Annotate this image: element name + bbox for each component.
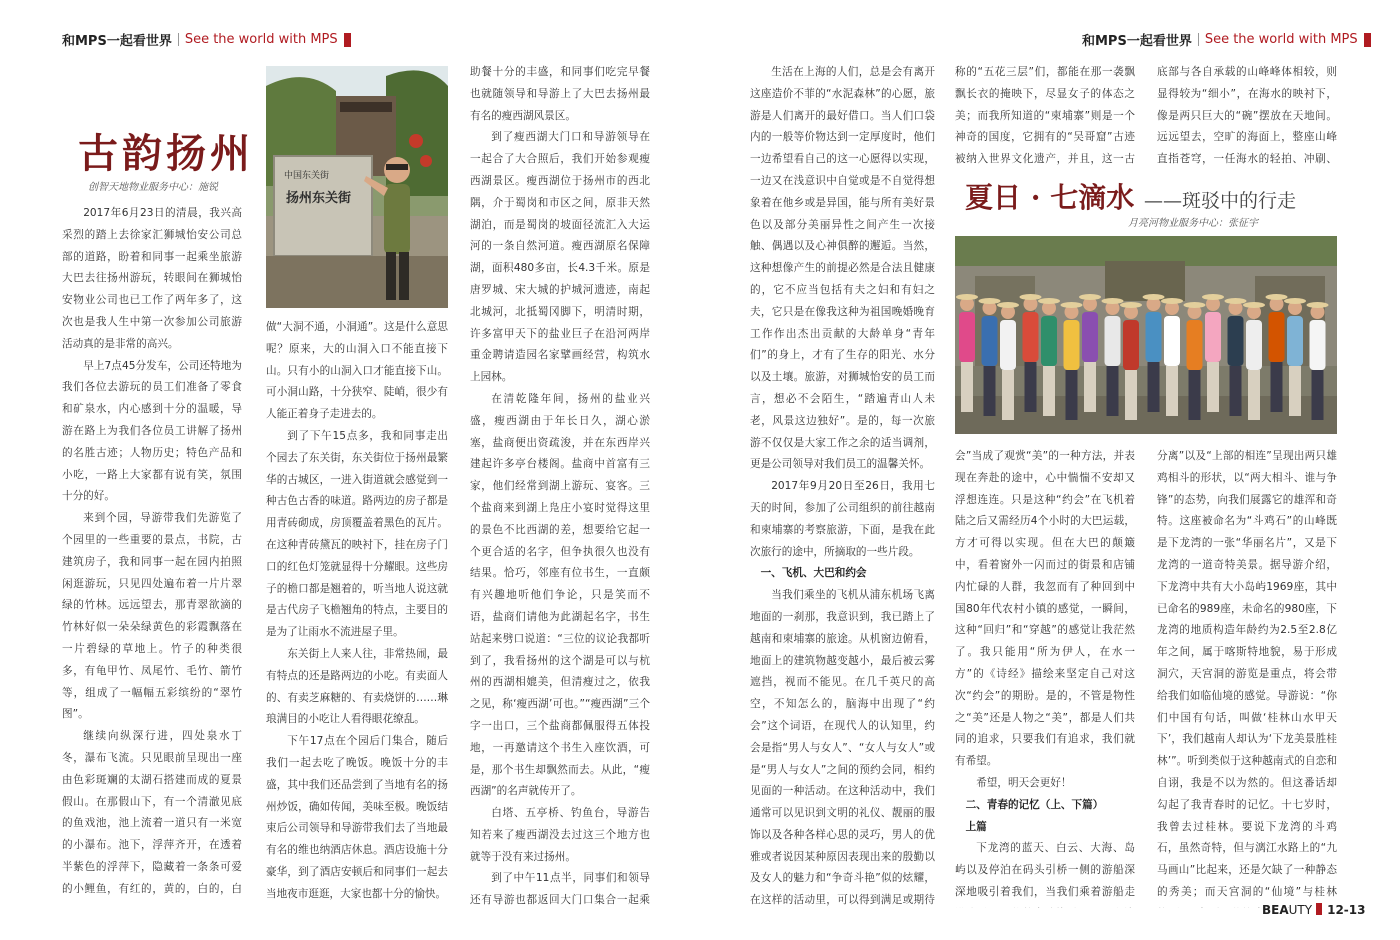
tourist-figure: [959, 312, 975, 362]
header-right-cn: 和MPS一起看世界: [1082, 34, 1192, 49]
tourist-figure: [1246, 320, 1262, 370]
article1-title: 古韵扬州: [78, 130, 254, 177]
tourist-legs: [1207, 362, 1219, 412]
tourist-legs: [1066, 370, 1078, 420]
paragraph: 助餐十分的丰盛，和同事们吃完早餐也就随领导和导游上了大巴去扬州最有名的瘦西湖风景区。: [470, 66, 650, 122]
article1-column-1: [62, 203, 242, 903]
tourist-figure: [1187, 320, 1203, 370]
tourist-figure: [1310, 320, 1326, 370]
paragraph: 东关街上人来人往，非常热闹，最有特点的还是路两边的小吃。有卖面人的、有卖芝麻糖的、有卖烧饼的……琳琅满目的小吃让人看得眼花缭乱。: [266, 647, 448, 726]
paragraph: 在清乾隆年间，扬州的盐业兴盛，瘦西湖由于年长日久，湖心淤塞，盐商便出资疏浚，并在东西岸兴建起许多亭台楼阁。盐商中首富有三家，他们经常到湖上游玩、宴客。三个盐商来到湖上凫庄小宴时觉得这里的景色不比西湖的差，想要给它起一个更合适的名字，但争执很久也没有结果。恰巧，邻座有位书生，一直颇有兴趣地听他们争论，只是笑而不语，盐商们请他为此湖起名字，书生站起来劈口说道：“三位的议论我都听到了，我看扬州的这个湖是可以与杭州的西湖相媲美，但清瘦过之，依我之见，称‘瘦西湖’可也。”“瘦西湖”三个字一出口，三个盐商都佩服得五体投地，一再邀请这个书生入座饮酒，可是，那个书生却飘然而去。从此，“瘦西湖”的名声就传开了。: [470, 392, 650, 798]
paragraph: 会”当成了观赏“美”的一种方法，并表现在奔赴的途中，心中惴惴不安却又浮想连连。只是这种“约会”在飞机着陆之后又需经历4个小时的大巴运载，方才可得以实现。但在大巴的颠簸中，看着窗外一闪而过的街景和店铺内忙碌的人群，我忽而有了种回到中国80年代农村小镇的感觉，一瞬间，这种“回归”和“穿越”的感觉让我茫然了。我只能用“所为伊人，在水一方”的《诗经》描绘来坚定自己对这次“约会”的期盼。是的，不管是物性之“美”还是人物之“美”，都是人们共同的追求，只要我们有追求，我们就有希望。: [955, 450, 1135, 768]
tourist-legs: [1271, 362, 1283, 412]
section-heading: 上篇: [965, 820, 987, 833]
tourist-figure: [1146, 312, 1162, 362]
paragraph: 到了瘦西湖大门口和导游领导在一起合了大合照后，我们开始参观瘦西湖景区。瘦西湖位于扬州市的西北隅，介于蜀岗和市区之间，原非天然湖泊，而是蜀岗的坡面径流汇入大运河的一条自然河道。瘦西湖原名保障湖，面积480多亩，长4.3千米。原是唐罗城、宋大城的护城河遗迹，南起北城河，北抵蜀冈脚下，明清时期，许多富甲天下的盐业巨子在沿河两岸重金聘请造园名家擘画经营，构筑水上园林。: [470, 131, 650, 384]
paragraph: 2017年6月23日的清晨，我兴高采烈的踏上去徐家汇狮城怡安公司总部的道路，盼着和同事一起乘坐旅游大巴去往扬州游玩，转眼间在狮城怡安物业公司也已工作了两年多了，这次也是我人生中第一次参加公司旅游活动真的是非常的高兴。: [62, 207, 242, 350]
tourist-legs: [961, 362, 973, 412]
tourist-legs: [1248, 370, 1260, 420]
tourist-legs: [1043, 366, 1055, 416]
article2-column-2: [955, 446, 1135, 908]
tourist-hat: [956, 294, 978, 300]
paragraph: 称的“五花三层”们，都能在那一袭飘飘长衣的掩映下，尽显女子的体态之美；而我所知道的“柬埔寨”则是一个神奇的国度，它拥有的“吴哥窟”古迹被纳入世界文化遗产，并且，这一古: [955, 66, 1135, 166]
article2-column-3-top: [1157, 62, 1337, 172]
tourist-hat: [997, 302, 1019, 308]
paragraph: 下午17点在个园后门集合，随后我们一起去吃了晚饭。晚饭十分的丰盛，其中我们还品尝到了当地有名的扬州炒饭，确如传闻，美味至极。晚饭结束后公司领导和导游带我们去了当地最有名的维也纳酒店休息。酒店设施十分豪华，到了酒店安顿后和同事们一起去当地夜市逛逛，大家也都十分的愉快。: [266, 735, 448, 900]
article1-author: 创智天地物业服务中心：施锐: [88, 182, 218, 193]
paragraph: [266, 906, 448, 907]
header-right-en: See the world with MPS: [1204, 32, 1358, 47]
tourist-hat: [1102, 298, 1124, 304]
tourist-hat: [1202, 294, 1224, 300]
article2-column-3: [1157, 446, 1337, 908]
paragraph: 到了下午15点多，我和同事走出个园去了东关街，东关街位于扬州最繁华的古城区，一进入街道就会感觉到一种古色古香的味道。路两边的房子都是用青砖砌成，房顶覆盖着黑色的瓦片。在这种青砖黛瓦的映衬下，挂在房子门口的红色灯笼就显得十分耀眼。这些房子的檐口都是翘着的，听当地人说这就是古代房子飞檐翘角的特点，主要目的是为了让雨水不流进屋子里。: [266, 429, 448, 639]
tourist-hat: [1243, 302, 1265, 308]
tourist-figure: [1064, 320, 1080, 370]
tourist-legs: [1312, 370, 1324, 420]
tourist-hat: [1307, 302, 1329, 308]
tourist-figure: [1269, 312, 1285, 362]
article2-title: [965, 176, 1296, 216]
tourist-legs: [1166, 366, 1178, 416]
sign-line1: 中国东关街: [284, 171, 330, 181]
tourist-figure: [1164, 316, 1180, 366]
tourist-legs: [1084, 362, 1096, 412]
tourist-hat: [1061, 302, 1083, 308]
paragraph: 白塔、五亭桥、钓鱼台，导游告知若来了瘦西湖没去过这三个地方也就等于没有来过扬州。: [470, 807, 650, 863]
tourist-figure: [982, 316, 998, 366]
header-marker: [1364, 33, 1371, 47]
tourist-legs: [1289, 366, 1301, 416]
section-heading: 二、青春的记忆（上、下篇）: [965, 798, 1104, 811]
footer-brand-a: BEA: [1262, 903, 1289, 917]
tourist-figure: [1287, 316, 1303, 366]
tourist-hat: [1161, 298, 1183, 304]
tourist-legs: [1125, 370, 1137, 420]
header-separator: [1198, 33, 1199, 46]
tourist-hat: [979, 298, 1001, 304]
tourist-figure: [1123, 320, 1139, 370]
tourist-legs: [984, 366, 996, 416]
paragraph: 早上7点45分发车，公司还特地为我们各位去游玩的员工们准备了零食和矿泉水，内心感到十分的温暖，导游在路上为我们各位员工讲解了扬州的名胜古迹；人物历史；特色产品和小吃，一路上大家都有说有笑，氛围十分的好。: [62, 359, 242, 503]
tourist-legs: [1148, 362, 1160, 412]
header-marker: [344, 33, 351, 47]
tourist-hat: [1266, 294, 1288, 300]
header-left-en: See the world with MPS: [184, 32, 338, 47]
paragraph: 下龙湾的蓝天、白云、大海、岛屿以及停泊在码头引桥一侧的游船深深地吸引着我们，当我们乘着游船走: [955, 842, 1135, 898]
tourist-hat: [1038, 298, 1060, 304]
page-header-right: [1082, 30, 1371, 49]
article2-title-main: 夏日 · 七滴水: [965, 181, 1135, 214]
paragraph: 来到个园，导游带我们先游览了个园里的一些重要的景点，书院，古建筑房子，我和同事一起在园内拍照闲逛游玩，只见四处遍布着一片片翠绿的竹林。远远望去，那青翠欲滴的竹林好似一朵朵绿黄色的彩霞飘落在一片碧绿的草地上。竹子的种类很多，有龟甲竹、凤尾竹、毛竹、箭竹等，组成了一幅幅五彩缤纷的“翠竹图”。: [62, 512, 242, 721]
footer-marker: [1316, 903, 1322, 915]
paragraph: 底部与各自承载的山峰峰体相较，则显得较为“细小”，在海水的映衬下，像是两只巨大的“碗”摆放在天地间。远远望去，空旷的海面上，整座山峰直指苍穹，一任海水的轻拍、冲刷、: [1157, 66, 1337, 166]
tourist-hat: [1120, 302, 1142, 308]
paragraph: 生活在上海的人们，总是会有离开这座造价不菲的“水泥森林”的心愿，旅游是人们离开的最好借口。当人们口袋内的一般等价物达到一定厚度时，他们一边希望看自己的这一心愿得以实现，一边又在浅意识中自觉或是不自觉得想象着在他乡或是异国，能与所有美好景色以及部分美丽异性之间产生一次接触、偶遇以及心神俱醉的邂逅。当然，这种想像产生的前提必然是合法且健康的，它不应当包括有夫之妇和有妇之夫，它只是在像我这种为祖国晚婚晚育工作作出杰出贡献的大龄单身“青年们”的身上，才有了生存的阳光、水分以及土壤。旅游，对狮城怡安的员工而言，想必不会陌生，“踏遍青山人未老，风景这边独好”。是的，每一次旅游不仅仅是大家工作之余的适当调剂，更是公司领导对我们员工的温馨关怀。: [750, 66, 935, 471]
tourist-legs: [1230, 366, 1242, 416]
tourist-hat: [1225, 298, 1247, 304]
tourist-legs: [1189, 370, 1201, 420]
article1-column-3: [470, 62, 650, 907]
article1-column-2: [266, 317, 448, 907]
paragraph: 继续向纵深行进，四处泉水丁冬，瀑布飞流。只见眼前呈现出一座由色彩斑斓的太湖石搭建而成的夏景假山。在那假山下，有一个清澈见底的鱼戏池，池上流着一道只有一米宽的小瀑布。池下，浮萍齐开，在透着半紫色的浮萍下，隐藏着一条条可爱的小鲤鱼，有红的，黄的，白的，白: [62, 730, 242, 895]
tourist-figure: [1082, 312, 1098, 362]
tourist-hat: [1284, 298, 1306, 304]
footer-brand-b: UTY: [1288, 903, 1313, 917]
photo-east-gate-street: [266, 66, 448, 308]
header-left-cn: 和MPS一起看世界: [62, 34, 172, 49]
article2-column-1: [750, 62, 935, 907]
header-separator: [178, 33, 179, 46]
article2-subtitle: ——斑驳中的行走: [1144, 190, 1297, 212]
tourist-hat: [1184, 302, 1206, 308]
paragraph: 分离”以及“上部的相连”呈现出两只雄鸡相斗的形状，以“两大相斗、谁与争锋”的态势，向我们展露它的雄浑和奇特。这座被命名为“斗鸡石”的山峰既是下龙湾的一张“华丽名片”，又是下龙湾的一道奇特美景。据导游介绍，下龙湾中共有大小岛屿1969座，其中已命名的989座，未命名的980座，下龙湾的地质构造年龄约为2.5至2.8亿年之间，属于喀斯特地貌，易于形成洞穴，天宫洞的游览是重点，将会带给我们如临仙境的感觉。导游说：“你们中国有句话，叫做‘桂林山水甲天下’，我们越南人却认为‘下龙美景胜桂林’”。听到类似于这种越南式的自恋和自诩，我是不以为然的。但这番话却勾起了我青春时的记忆。十七岁时，我曾去过桂林。要说下龙湾的斗鸡石，虽然奇特，但与漓江水路上的“九马画山”比起来，还是欠缺了一种静态的秀美；而天宫洞的“仙境”与桂林: [1157, 450, 1337, 898]
paragraph: 到了中午11点半，同事们和领导还有导游也都返回大门口集合一起乘: [470, 872, 650, 907]
footer-page-numbers: 12-13: [1327, 903, 1366, 917]
sign-line2: 扬州东关街: [286, 191, 352, 206]
article2-photo: [955, 236, 1337, 434]
tourist-hat: [1079, 294, 1101, 300]
paragraph: 希望，明天会更好！: [976, 776, 1072, 789]
article2-column-2-top: [955, 62, 1135, 172]
tourist-figure: [1228, 316, 1244, 366]
paragraph: 当我们乘坐的飞机从浦东机场飞离地面的一刹那，我意识到，我已踏上了越南和柬埔寨的旅途。从机窗边俯看，地面上的建筑物越变越小，最后被云雾遮挡，视而不能见。在几千英尺的高空，不知怎么的，脑海中出现了“约会”这个词语，在现代人的认知里，约会是指“男人与女人”、“女人与女人”或是“男人与女人”之间的预约会同，相约见面的一种活动。在这种活动中，我们通常可以见识到文明的礼仪、靓丽的服饰以及各种各样心思的灵巧，男人的优雅或者说因某种原因表现出来的殷勤以及女人的魅力和“争奇斗艳”似的炫耀，在这样的活动里，可以得到满足或期待: [750, 589, 935, 907]
photo-group-at-temple: [955, 236, 1337, 434]
tourist-figure: [1105, 316, 1121, 366]
paragraph: 2017年9月20日至26日，我用七天的时间，参加了公司组织的前往越南和柬埔寨的考察旅游，下面，是我在此次旅行的途中，所摘取的一些片段。: [750, 480, 935, 558]
page-footer: [1262, 903, 1365, 917]
tourist-hat: [1020, 294, 1042, 300]
section-heading: 一、飞机、大巴和约会: [760, 567, 867, 580]
tourist-hat: [1143, 294, 1165, 300]
tourist-figure: [1000, 320, 1016, 370]
tourist-legs: [1025, 362, 1037, 412]
tourist-legs: [1002, 370, 1014, 420]
tourist-legs: [1107, 366, 1119, 416]
article1-photo: [266, 66, 448, 308]
page-header-left: [62, 30, 351, 49]
tourist-figure: [1023, 312, 1039, 362]
tourist-figure: [1205, 312, 1221, 362]
article2-author: 月亮河物业服务中心：张征宇: [1128, 218, 1258, 229]
paragraph: 做“大洞不通，小洞通”。这是什么意思呢？原来，大的山洞入口不能直接下山。只有小的山洞入口才能直接下山。可小洞山路，十分狭窄、陡峭，很少有人能正着身子走进去的。: [266, 321, 448, 421]
tourist-figure: [1041, 316, 1057, 366]
